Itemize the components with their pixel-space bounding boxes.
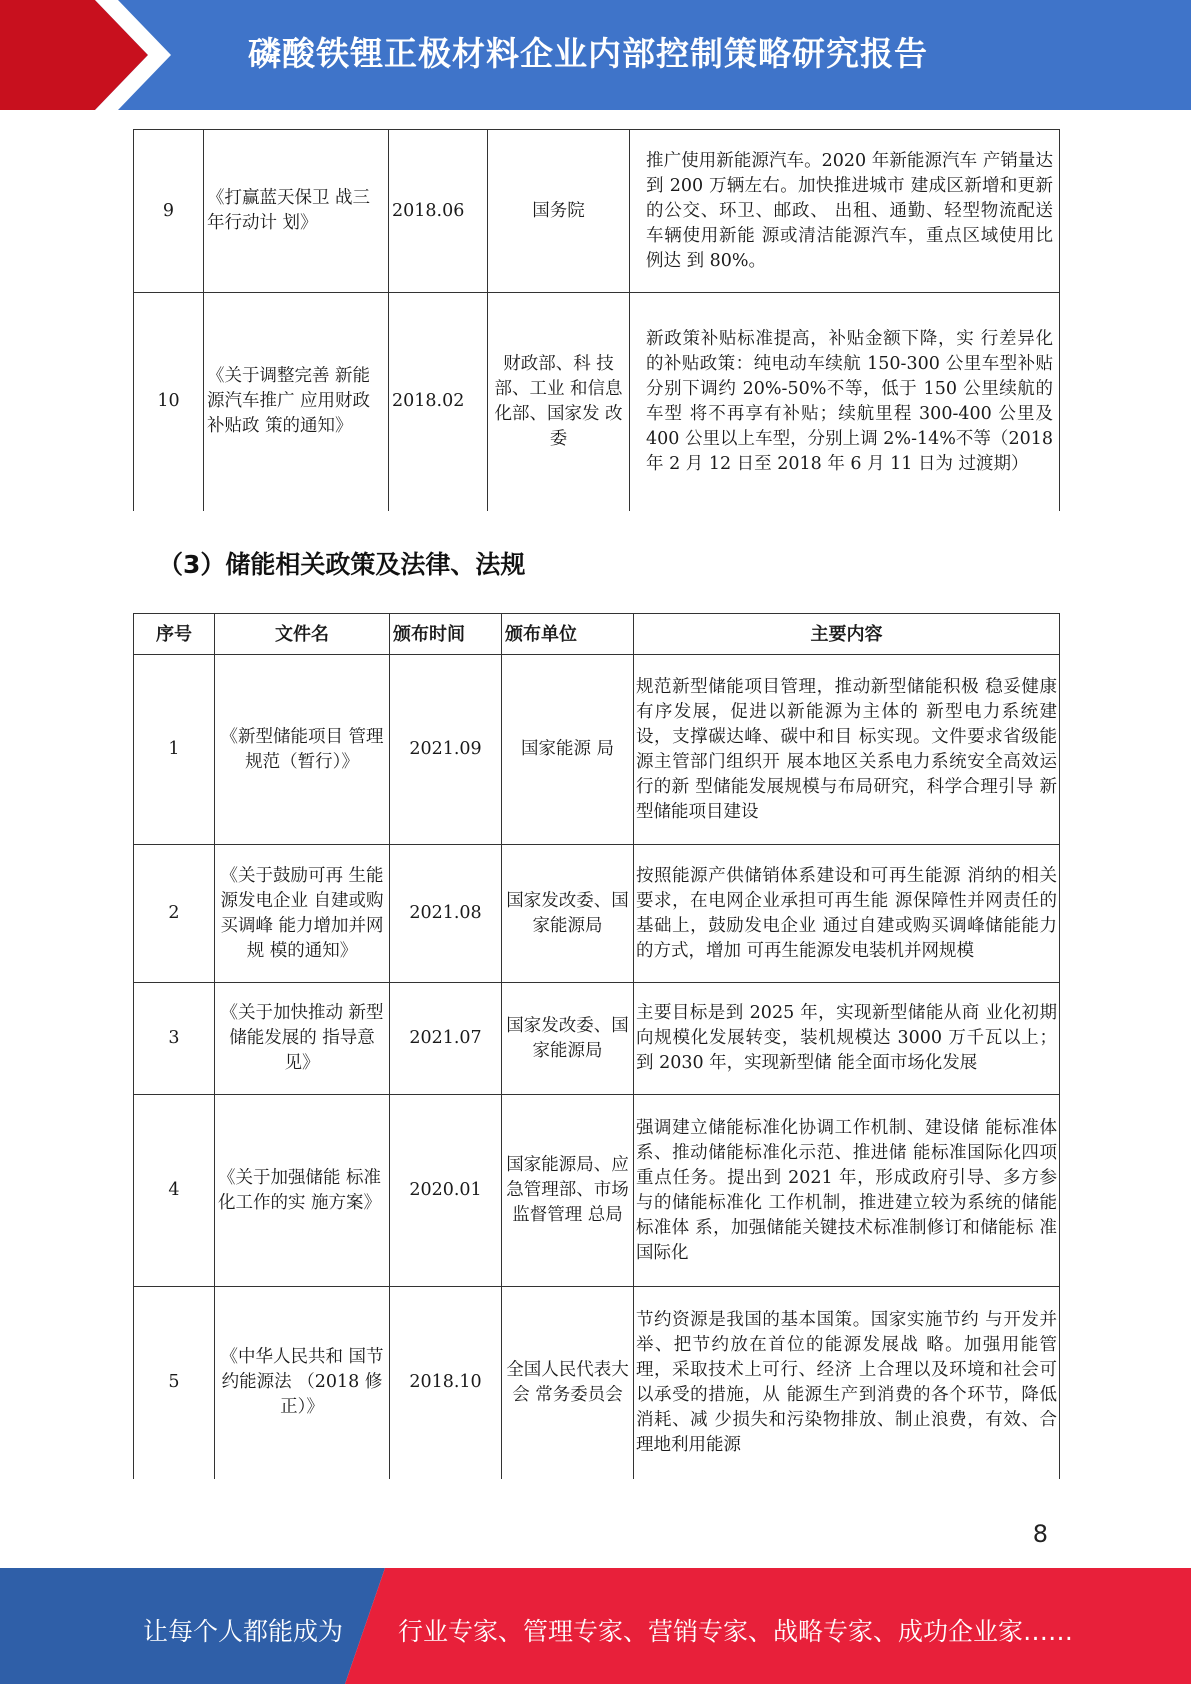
row-number: 4	[134, 1095, 215, 1287]
issue-date: 2018.06	[389, 130, 488, 293]
main-content: 主要目标是到 2025 年，实现新型储能从商 业化初期向规模化发展转变，装机规模达 3000 万千瓦以上；到 2030 年，实现新型储 能全面市场化发展	[634, 983, 1060, 1095]
issue-date: 2018.02	[389, 293, 488, 511]
document-name: 《新型储能项目 管理规范（暂行）》	[215, 655, 390, 845]
table-row	[134, 1095, 1060, 1287]
table-row	[134, 655, 1060, 845]
issue-date: 2021.08	[390, 845, 502, 983]
document-name: 《打赢蓝天保卫 战三年行动计 划》	[204, 130, 389, 293]
row-number: 9	[134, 130, 204, 293]
document-name: 《关于加快推动 新型储能发展的 指导意见》	[215, 983, 390, 1095]
row-number: 3	[134, 983, 215, 1095]
column-header-content: 主要内容	[634, 614, 1060, 655]
row-number: 5	[134, 1287, 215, 1479]
table-row	[134, 130, 1060, 293]
issue-date: 2021.07	[390, 983, 502, 1095]
row-number: 10	[134, 293, 204, 511]
document-name: 《中华人民共和 国节约能源法 （2018 修正）》	[215, 1287, 390, 1479]
column-header-date: 颁布时间	[390, 614, 502, 655]
issuing-authority: 全国人民代表大会 常务委员会	[502, 1287, 634, 1479]
table-row	[134, 845, 1060, 983]
issuing-authority: 国家发改委、国家能源局	[502, 845, 634, 983]
main-content: 新政策补贴标准提高，补贴金额下降，实 行差异化的补贴政策：纯电动车续航 150-300 公里车型补贴分别下调约 20%-50%不等，低于 150 公里续航的车型 将不再享有补贴；续航里程 300-400 公里及 400 公里以上车型，分别上调 2%-14%不等（2018 年 2 月 12 日至 2018 年 6 月 11 日为 过渡期）	[630, 293, 1060, 511]
table-header-row	[134, 614, 1060, 655]
energy-storage-policy-table	[133, 613, 1060, 1479]
issuing-authority: 国家发改委、国家能源局	[502, 983, 634, 1095]
page-header	[0, 0, 1191, 110]
document-name: 《关于鼓励可再 生能源发电企业 自建或购买调峰 能力增加并网规 模的通知》	[215, 845, 390, 983]
main-content: 规范新型储能项目管理，推动新型储能积极 稳妥健康有序发展，促进以新能源为主体的 新型电力系统建设，支撑碳达峰、碳中和目 标实现。文件要求省级能源主管部门组织开 展本地区关系电力系统安全高效运行的新 型储能发展规模与布局研究，科学合理引导 新型储能项目建设	[634, 655, 1060, 845]
row-number: 2	[134, 845, 215, 983]
issue-date: 2018.10	[390, 1287, 502, 1479]
row-number: 1	[134, 655, 215, 845]
issuing-authority: 国家能源 局	[502, 655, 634, 845]
document-name: 《关于调整完善 新能源汽车推广 应用财政补贴政 策的通知》	[204, 293, 389, 511]
page-number: 8	[1032, 1520, 1048, 1548]
document-title: 磷酸铁锂正极材料企业内部控制策略研究报告	[248, 34, 928, 73]
footer-slogan-right: 行业专家、管理专家、营销专家、战略专家、成功企业家……	[398, 1617, 1074, 1646]
column-header-issuer: 颁布单位	[502, 614, 634, 655]
issue-date: 2021.09	[390, 655, 502, 845]
table-row	[134, 293, 1060, 511]
main-content: 推广使用新能源汽车。2020 年新能源汽车 产销量达到 200 万辆左右。加快推进城市 建成区新增和更新的公交、环卫、邮政、 出租、通勤、轻型物流配送车辆使用新能 源或清洁能源汽车，重点区域使用比例达 到 80%。	[630, 130, 1060, 293]
new-energy-policy-table-continued	[133, 129, 1060, 511]
column-header-name: 文件名	[215, 614, 390, 655]
section-heading: （3）储能相关政策及法律、法规	[158, 550, 526, 579]
document-name: 《关于加强储能 标准化工作的实 施方案》	[215, 1095, 390, 1287]
main-content: 强调建立储能标准化协调工作机制、建设储 能标准体系、推动储能标准化示范、推进储 能标准国际化四项重点任务。提出到 2021 年，形成政府引导、多方参与的储能标准化 工作机制，推进建立较为系统的储能标准体 系，加强储能关键技术标准制修订和储能标 准国际化	[634, 1095, 1060, 1287]
table-row	[134, 1287, 1060, 1479]
main-content: 按照能源产供储销体系建设和可再生能源 消纳的相关要求，在电网企业承担可再生能 源保障性并网责任的基础上，鼓励发电企业 通过自建或购买调峰储能能力的方式，增加 可再生能源发电装机并网规模	[634, 845, 1060, 983]
table-row	[134, 983, 1060, 1095]
column-header-number: 序号	[134, 614, 215, 655]
issue-date: 2020.01	[390, 1095, 502, 1287]
issuing-authority: 国务院	[488, 130, 630, 293]
issuing-authority: 财政部、科 技部、工业 和信息化部、国家发 改委	[488, 293, 630, 511]
main-content: 节约资源是我国的基本国策。国家实施节约 与开发并举、把节约放在首位的能源发展战 略。加强用能管理，采取技术上可行、经济 上合理以及环境和社会可以承受的措施，从 能源生产到消费的各个环节，降低消耗、减 少损失和污染物排放、制止浪费，有效、合 理地利用能源	[634, 1287, 1060, 1479]
footer-slogan-left: 让每个人都能成为	[143, 1617, 344, 1646]
issuing-authority: 国家能源局、应急管理部、市场监督管理 总局	[502, 1095, 634, 1287]
page-footer	[0, 1568, 1191, 1684]
